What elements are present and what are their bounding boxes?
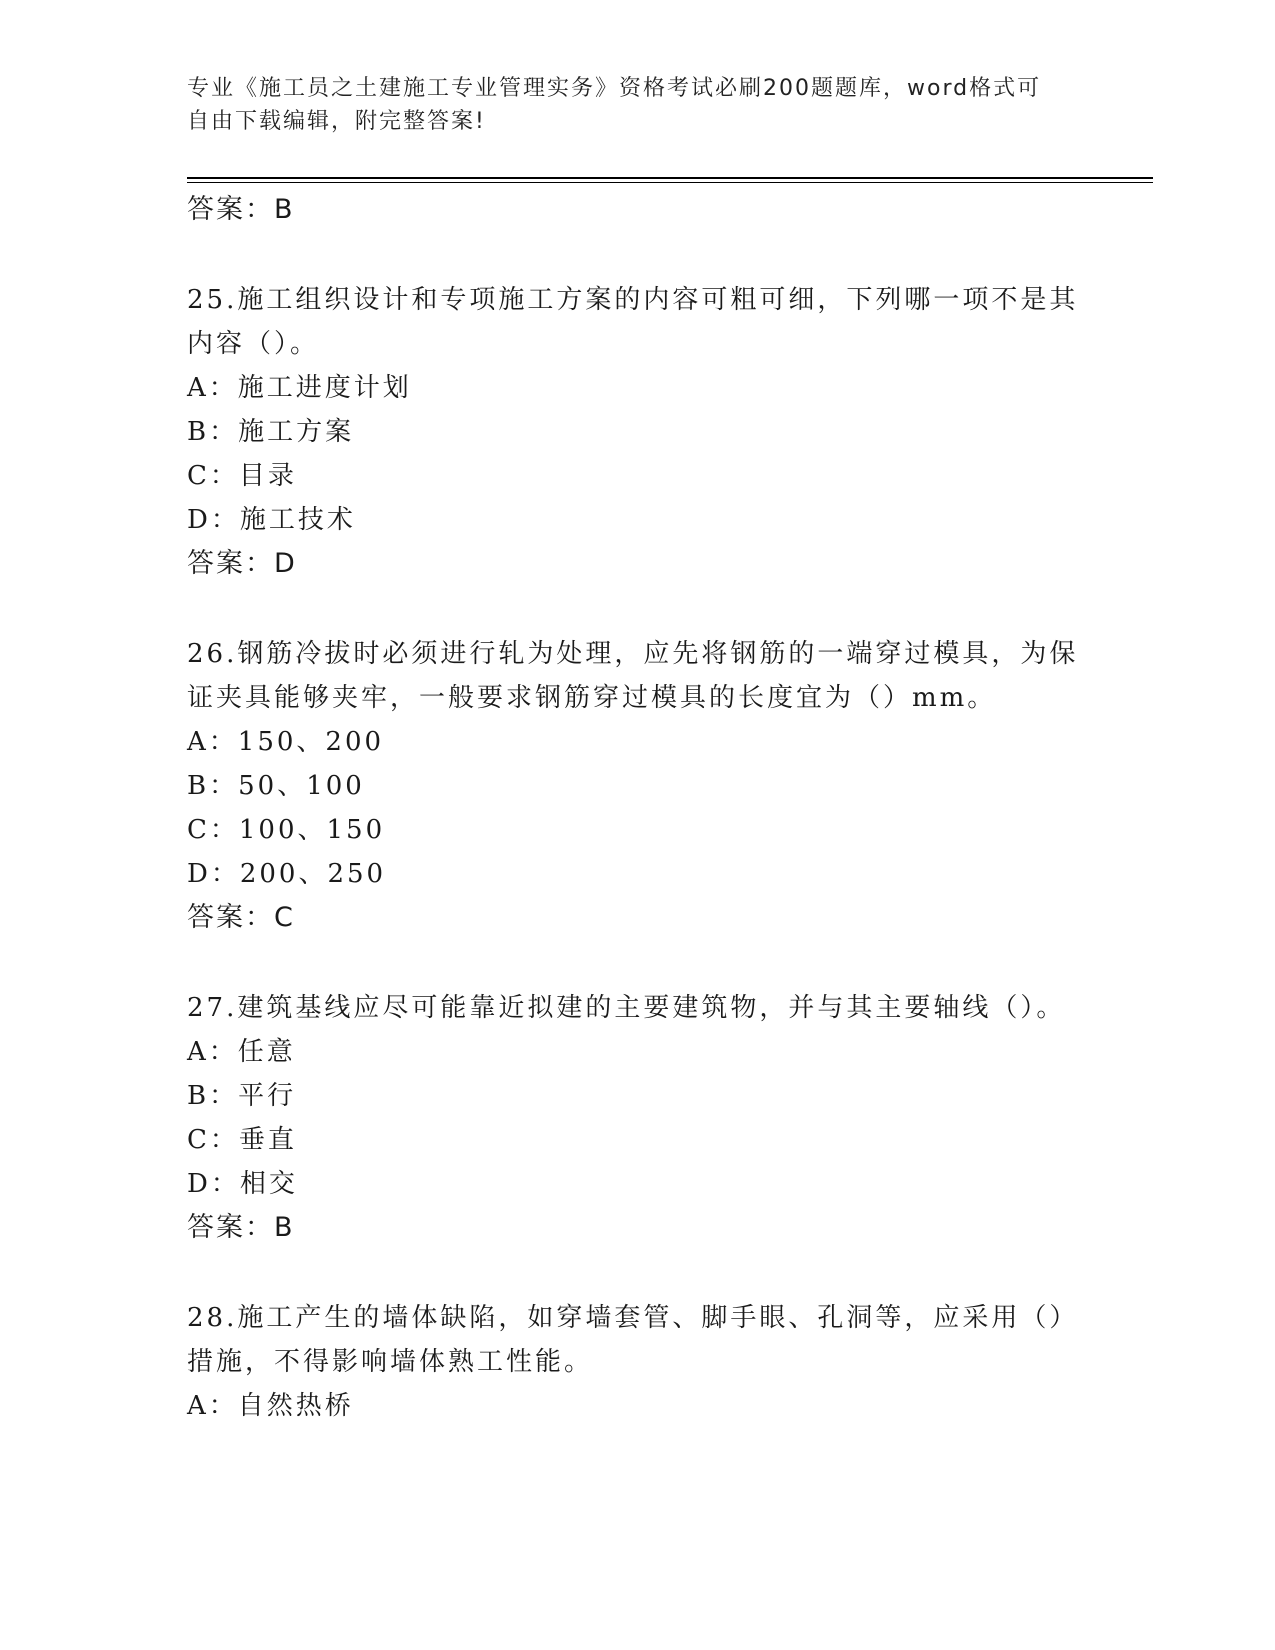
question-27-line-1: 27.建筑基线应尽可能靠近拟建的主要建筑物，并与其主要轴线（）。 [187,993,1066,1023]
question-27-option-d: D：相交 [187,1169,298,1199]
question-25-option-b: B：施工方案 [187,417,355,447]
question-28-line-1: 28.施工产生的墙体缺陷，如穿墙套管、脚手眼、孔洞等，应采用（） [187,1303,1079,1333]
answer-27: 答案：B [187,1212,295,1243]
question-26-option-b: B：50、100 [187,771,365,801]
header-line-1: 专业《施工员之土建施工专业管理实务》资格考试必刷200题题库，word格式可 [187,76,1042,101]
question-26-line-2: 证夹具能够夹牢，一般要求钢筋穿过模具的长度宜为（）mm。 [187,683,997,713]
question-25-option-a: A：施工进度计划 [187,373,412,403]
question-26-line-1: 26.钢筋冷拔时必须进行轧为处理，应先将钢筋的一端穿过模具，为保 [187,639,1079,669]
question-25-line-1: 25.施工组织设计和专项施工方案的内容可粗可细，下列哪一项不是其 [187,285,1079,315]
question-28-line-2: 措施，不得影响墙体熟工性能。 [187,1347,594,1377]
question-27-option-c: C：垂直 [187,1125,297,1155]
question-27-option-b: B：平行 [187,1081,297,1111]
header-divider-thick [187,177,1153,179]
header-line-2: 自由下载编辑，附完整答案! [187,109,486,134]
question-26-option-c: C：100、150 [187,815,386,845]
answer-24: 答案：B [187,194,295,225]
header-divider-thin [187,182,1153,183]
question-28-option-a: A：自然热桥 [187,1391,354,1421]
answer-25: 答案：D [187,548,297,579]
question-25-option-d: D：施工技术 [187,505,356,535]
question-25-line-2: 内容（）。 [187,329,320,359]
answer-26: 答案：C [187,902,295,933]
question-26-option-d: D：200、250 [187,859,387,889]
question-26-option-a: A：150、200 [187,727,385,757]
question-27-option-a: A：任意 [187,1037,296,1067]
question-25-option-c: C：目录 [187,461,297,491]
document-header [187,72,1087,138]
